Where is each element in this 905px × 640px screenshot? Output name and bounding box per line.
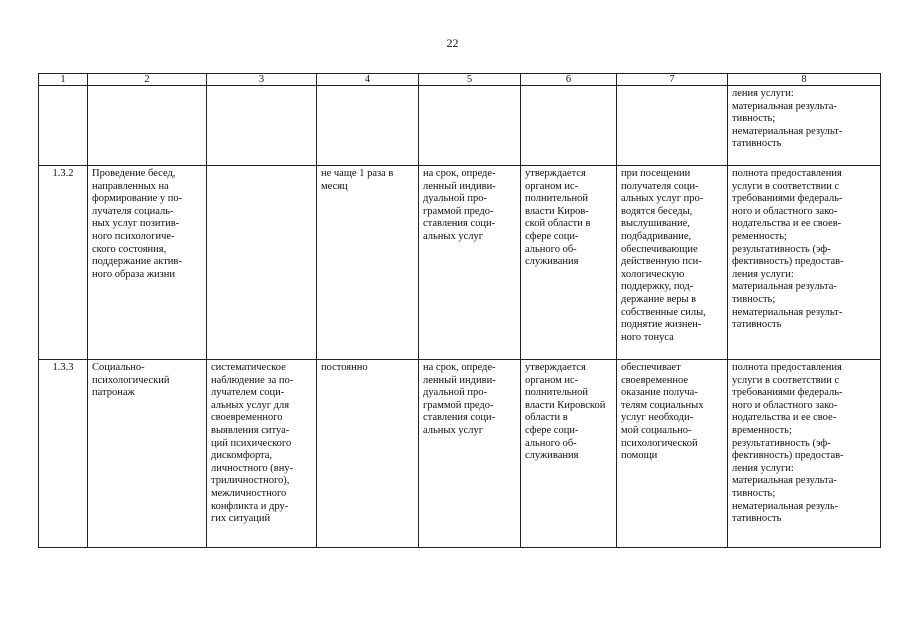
row-number-cell — [39, 86, 88, 166]
service-duration-cell — [419, 86, 521, 166]
column-number: 2 — [88, 74, 207, 86]
service-description-cell — [207, 86, 317, 166]
service-name-cell — [88, 86, 207, 166]
table-row — [39, 166, 881, 360]
service-timing-cell — [317, 86, 419, 166]
row-number-cell: 1.3.3 — [39, 360, 88, 548]
service-conditions-cell: при посещении получателя соци- альных услуг про- водятся беседы, выслушивание, подбадривание, обеспечивающие действенную пси- хологическую поддержку, под- держание веры в собственные силы, поднятие жизнен- ного тонуса — [617, 166, 728, 360]
column-number: 1 — [39, 74, 88, 86]
service-conditions-cell: обеспечивает своевременное оказание получа- телям социальных услуг необходи- мой социально- психологической помощи — [617, 360, 728, 548]
service-timing-cell: постоянно — [317, 360, 419, 548]
column-number: 6 — [521, 74, 617, 86]
page-number: 22 — [446, 36, 459, 50]
column-number: 7 — [617, 74, 728, 86]
service-approval-cell — [521, 86, 617, 166]
column-number: 5 — [419, 74, 521, 86]
service-criteria-cell: полнота предоставления услуги в соответствии с требованиями федераль- ного и областного зако- нодательства и ее своев- ременность; результативность (эф- фективность) предостав- ления услуги: материальная результа- тивность; нематериальная результ- тативность — [728, 166, 881, 360]
table-row — [39, 360, 881, 548]
row-number-cell: 1.3.2 — [39, 166, 88, 360]
service-approval-cell: утверждается органом ис- полнительной власти Кировской области в сфере соци- ального об- служивания — [521, 360, 617, 548]
column-number: 4 — [317, 74, 419, 86]
service-duration-cell: на срок, опреде- ленный индиви- дуальной про- граммой предо- ставления соци- альных услуг — [419, 166, 521, 360]
service-description-cell — [207, 166, 317, 360]
service-name-cell: Социально- психологический патронаж — [88, 360, 207, 548]
column-number: 3 — [207, 74, 317, 86]
column-number-header-row — [39, 74, 881, 86]
service-criteria-cell: полнота предоставления услуги в соответствии с требованиями федераль- ного и областного зако- нодательства и ее свое- временность; результативность (эф- фективность) предостав- ления услуги: материальная результа- тивность; нематериальная резуль- тативность — [728, 360, 881, 548]
service-name-cell: Проведение бесед, направленных на формирование у по- лучателя социаль- ных услуг позитив- ного психологиче- ского состояния, поддержание актив- ного образа жизни — [88, 166, 207, 360]
table-row — [39, 86, 881, 166]
service-duration-cell: на срок, опреде- ленный индиви- дуальной про- граммой предо- ставления соци- альных услуг — [419, 360, 521, 548]
service-description-cell: систематическое наблюдение за по- лучателем соци- альных услуг для своевременного выявления ситуа- ций психического дискомфорта, личностного (вну- триличностного), межличностного конфликта и дру- гих ситуаций — [207, 360, 317, 548]
service-timing-cell: не чаще 1 раза в месяц — [317, 166, 419, 360]
service-approval-cell: утверждается органом ис- полнительной власти Киров- ской области в сфере соци- ального об- служивания — [521, 166, 617, 360]
column-number: 8 — [728, 74, 881, 86]
services-table — [38, 73, 881, 548]
service-conditions-cell — [617, 86, 728, 166]
service-criteria-cell: ления услуги: материальная результа- тивность; нематериальная результ- тативность — [728, 86, 881, 166]
